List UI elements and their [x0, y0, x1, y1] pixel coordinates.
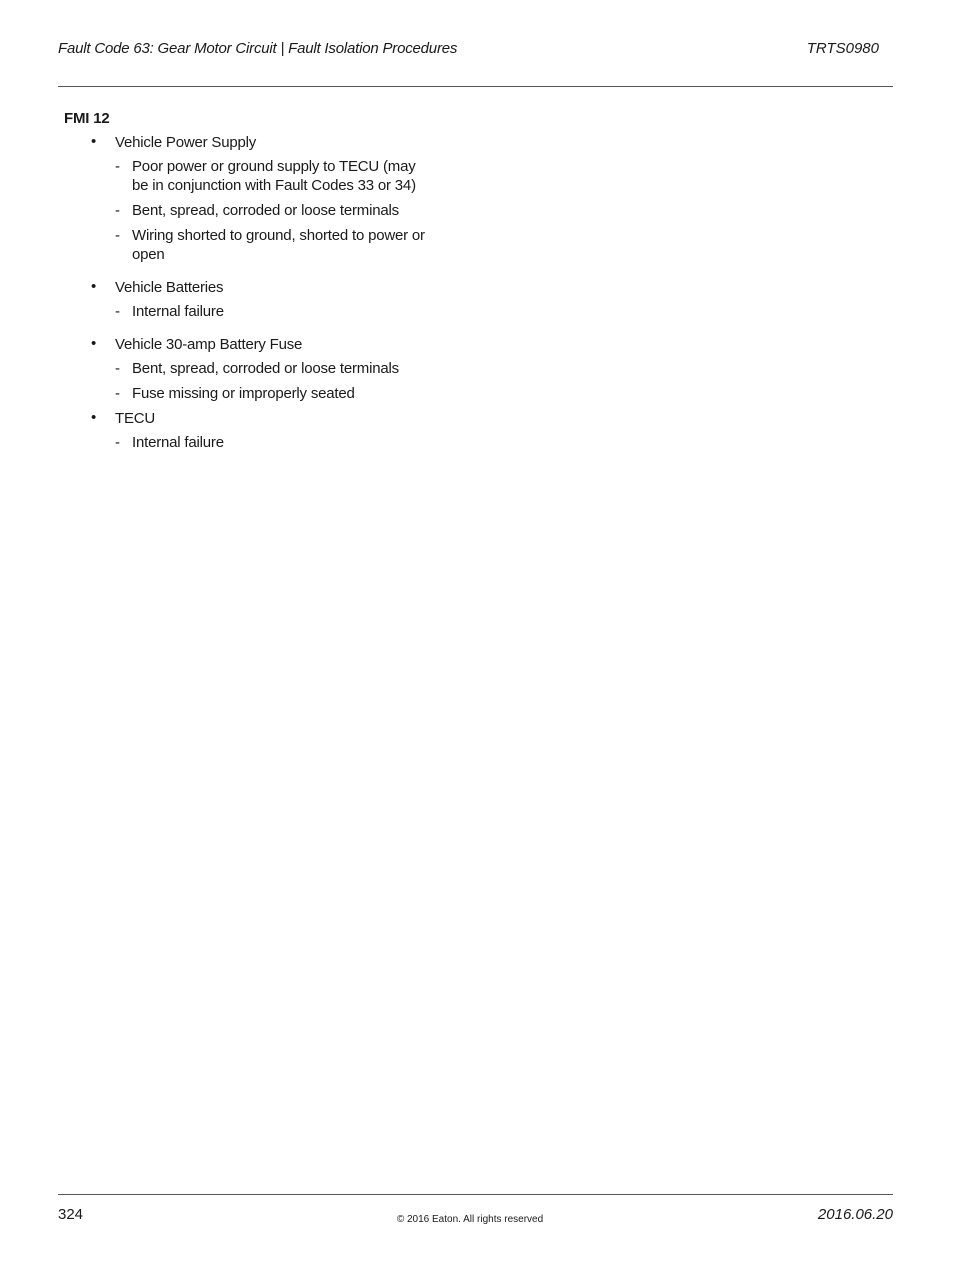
list-item: [64, 335, 484, 403]
sub-item-text: Fuse missing or improperly seated: [132, 385, 355, 402]
bullet-icon: •: [91, 335, 97, 352]
item-label: Vehicle 30-amp Battery Fuse: [115, 336, 303, 353]
dash-icon: -: [115, 360, 120, 377]
sub-item: [115, 433, 432, 452]
bullet-icon: •: [91, 278, 97, 295]
list-item: [64, 278, 484, 321]
dash-icon: -: [115, 434, 120, 451]
cause-list: [64, 133, 484, 452]
sub-item-text: Bent, spread, corroded or loose terminals: [132, 202, 399, 219]
sub-item-text: Internal failure: [132, 434, 224, 451]
footer-divider: [58, 1194, 893, 1195]
sub-item: [115, 157, 432, 195]
footer-date: 2016.06.20: [817, 1206, 893, 1223]
dash-icon: -: [115, 303, 120, 320]
sub-item: [115, 302, 432, 321]
page-number: 324: [58, 1206, 84, 1223]
header-divider: [58, 86, 893, 87]
list-item: [64, 133, 484, 264]
header-title: Fault Code 63: Gear Motor Circuit | Fault Isolation Procedures: [58, 40, 458, 57]
item-label: TECU: [115, 410, 156, 427]
bullet-icon: •: [91, 409, 97, 426]
sub-list: [115, 157, 484, 264]
list-item: [64, 409, 484, 452]
item-label: Vehicle Batteries: [115, 279, 224, 296]
sub-item: [115, 226, 432, 264]
dash-icon: -: [115, 202, 120, 219]
sub-item-text: Bent, spread, corroded or loose terminals: [132, 360, 399, 377]
section-title: FMI 12: [64, 110, 110, 127]
dash-icon: -: [115, 385, 120, 402]
sub-item-text: Internal failure: [132, 303, 224, 320]
sub-list: [115, 302, 484, 321]
sub-item-text: Poor power or ground supply to TECU (may be in conjunction with Fault Codes 33 or 34): [132, 158, 416, 194]
sub-item: [115, 384, 432, 403]
sub-item: [115, 201, 432, 220]
item-label: Vehicle Power Supply: [115, 134, 257, 151]
sub-list: [115, 359, 484, 403]
sub-list: [115, 433, 484, 452]
sub-item-text: Wiring shorted to ground, shorted to power or open: [132, 227, 425, 263]
bullet-icon: •: [91, 133, 97, 150]
dash-icon: -: [115, 158, 120, 175]
fmi-section: [64, 110, 484, 458]
dash-icon: -: [115, 227, 120, 244]
sub-item: [115, 359, 432, 378]
copyright-notice: © 2016 Eaton. All rights reserved: [396, 1214, 544, 1225]
header-doc-id: TRTS0980: [806, 40, 879, 57]
